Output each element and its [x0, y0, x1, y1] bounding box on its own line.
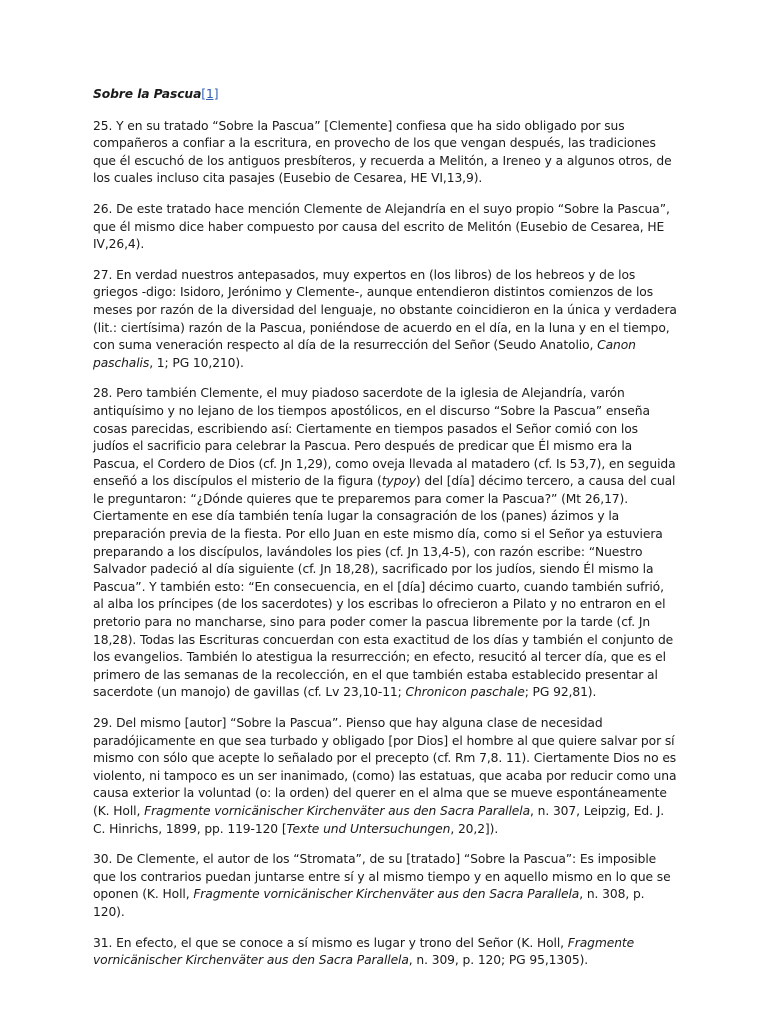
italic-citation: Fragmente vornicänischer Kirchenväter aus den Sacra Parallela: [193, 887, 580, 902]
text-run: 27. En verdad nuestros antepasados, muy expertos en (los libros) de los hebreos y de los griegos -digo: Isidoro, Jerónimo y Clemente-, aunque entendieron distintos comienzos de los meses por razón de la diversidad del lenguaje, no obstante coincidieron en la única y verdadera (lit.: ciertísima) razón de la Pascua, poniéndose de acuerdo en el día, en la luna y en el tiempo, con suma veneración respecto al día de la resurrección del Señor (Seudo Anatolio,: [93, 267, 677, 353]
text-run: 30. De Clemente, el autor de los “Stromata”, de su [tratado] “Sobre la Pascua”: Es imposible que los contrarios puedan juntarse entre sí y al mismo tiempo y en aquello mismo en lo que se oponen (K. Holl,: [93, 852, 671, 902]
text-run: 26. De este tratado hace mención Clemente de Alejandría en el suyo propio “Sobre la Pascua”, que él mismo dice haber compuesto por causa del escrito de Melitón (Eusebio de Cesarea, HE IV,26,4).: [93, 201, 670, 252]
paragraph-25: [93, 118, 677, 188]
footnote-reference-link[interactable]: [1]: [201, 87, 219, 101]
italic-citation: typoy: [381, 474, 416, 489]
text-run: , n. 308, p. 120).: [93, 887, 645, 919]
text-run: 29. Del mismo [autor] “Sobre la Pascua”. Pienso que hay alguna clase de necesidad paradójicamente en que sea turbado y obligado [por Dios] el hombre al que quiere salvar por sí mismo con sólo que acepte lo señalado por el precepto (cf. Rm 7,8. 11). Ciertamente Dios no es violento, ni tampoco es un ser inanimado, (como) las estatuas, que acaba por reducir como una causa exterior la voluntad (o: la orden) del querer en el alma que se mueve espontáneamente (K. Holl,: [93, 716, 677, 818]
text-run: , 1; PG 10,210).: [149, 355, 244, 370]
paragraph-29: [93, 715, 677, 838]
text-run: 28. Pero también Clemente, el muy piadoso sacerdote de la iglesia de Alejandría, varón antiquísimo y no lejano de los tiempos apostólicos, en el discurso “Sobre la Pascua” enseña cosas parecidas, escribiendo así: Ciertamente en tiempos pasados el Señor comió con los judíos el sacrificio para celebrar la Pascua. Pero después de predicar que Él mismo era la Pascua, el Cordero de Dios (cf. Jn 1,29), como oveja llevada al matadero (cf. Is 53,7), en seguida enseñó a los discípulos el misterio de la figura (: [93, 386, 676, 489]
text-run: ) del [día] décimo tercero, a causa del cual le preguntaron: “¿Dónde quieres que te preparemos para comer la Pascua?” (Mt 26,17). Ciertamente en ese día también tenía lugar la consagración de los (panes) ázimos y la preparación previa de la fiesta. Por ello Juan en este mismo día, como si el Señor ya estuviera preparando a los discípulos, lavándoles los pies (cf. Jn 13,4-5), con razón escribe: “Nuestro Salvador padeció al día siguiente (cf. Jn 18,28), sacrificado por los judíos, siendo Él mismo la Pascua”. Y también esto: “En consecuencia, en el [día] décimo cuarto, cuando también sufrió, al alba los príncipes (de los sacerdotes) y los escribas lo ofrecieron a Pilato y no entraron en el pretorio para no mancharse, sino para poder comer la pascua libremente por la tarde (cf. Jn 18,28). Todas las Escrituras concuerdan con esta exactitud de los días y también el conjunto de los evangelios. También lo atestigua la resurrección; en efecto, resucitó al tercer día, que es el primero de las semanas de la recolección, en el que también estaba establecido presentar al sacerdote (un manojo) de gavillas (cf. Lv 23,10-11;: [93, 474, 676, 700]
italic-citation: Fragmente vornicänischer Kirchenväter aus den Sacra Parallela: [93, 935, 635, 968]
italic-citation: Chronicon paschale: [405, 685, 525, 700]
paragraph-27: [93, 267, 677, 373]
italic-citation: Canon paschalis: [93, 338, 636, 370]
text-run: , n. 309, p. 120; PG 95,1305).: [408, 953, 589, 968]
paragraph-28: [93, 385, 677, 702]
paragraph-31: [93, 935, 677, 970]
section-heading: [93, 86, 677, 104]
heading-title: Sobre la Pascua: [93, 87, 202, 101]
text-run: ; PG 92,81).: [524, 685, 597, 700]
text-run: 25. Y en su tratado “Sobre la Pascua” [Clemente] confiesa que ha sido obligado por sus compañeros a confiar a la escritura, en provecho de los que vengan después, las tradiciones que él escuchó de los antiguos presbíteros, y recuerda a Melitón, a Ireneo y a algunos otros, de los cuales incluso cita pasajes (Eusebio de Cesarea, HE VI,13,9).: [93, 118, 672, 186]
paragraph-30: [93, 851, 677, 921]
text-run: 31. En efecto, el que se conoce a sí mismo es lugar y trono del Señor (K. Holl,: [93, 935, 568, 950]
italic-citation: Texte und Untersuchungen: [286, 821, 451, 836]
text-run: , n. 307, Leipzig, Ed. J. C. Hinrichs, 1899, pp. 119-120 [: [93, 803, 665, 836]
italic-citation: Fragmente vornicänischer Kirchenväter aus den Sacra Parallela: [144, 803, 531, 818]
paragraph-26: [93, 201, 677, 254]
document-page: [93, 86, 677, 983]
text-run: , 20,2]).: [450, 821, 499, 836]
